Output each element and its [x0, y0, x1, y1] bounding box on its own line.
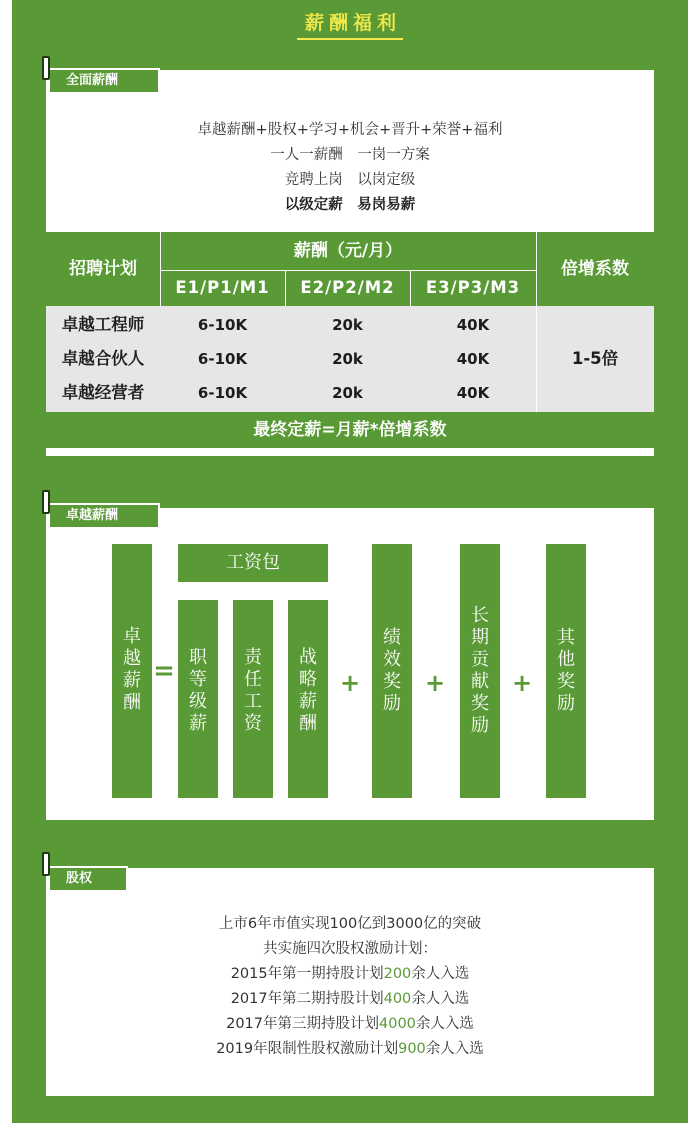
tab-bookmark-icon	[42, 852, 50, 876]
char: 薪	[189, 713, 207, 734]
plus-icon: +	[511, 669, 533, 697]
equals-sign: =	[153, 656, 175, 686]
char: 薪	[123, 670, 141, 691]
row-value: 40K	[456, 316, 490, 334]
row-value: 20k	[332, 350, 363, 368]
char: 越	[123, 648, 141, 669]
col-salary-header: 薪酬（元/月）	[293, 241, 403, 261]
table-footer-formula: 最终定薪=月薪*倍增系数	[46, 412, 654, 448]
level-header: E1/P1/M1	[175, 278, 270, 297]
col-plan-header: 招聘计划	[69, 259, 137, 279]
char: 期	[471, 627, 489, 648]
char: 酬	[299, 713, 317, 734]
tab-bookmark-icon	[42, 490, 50, 514]
extra-reward-bar	[460, 544, 500, 798]
compensation-card	[46, 70, 654, 456]
total-pay-bar	[112, 544, 152, 798]
char: 奖	[557, 671, 575, 692]
page-background	[12, 0, 688, 1123]
char: 贡	[471, 649, 489, 670]
row-value: 40K	[456, 350, 490, 368]
level-header: E3/P3/M3	[425, 278, 521, 297]
plan-count: 200	[383, 966, 412, 982]
char: 励	[383, 693, 401, 714]
row-name: 卓越合伙人	[61, 349, 145, 368]
row-value: 20k	[332, 384, 363, 402]
char: 绩	[383, 627, 401, 648]
level-header: E2/P2/M2	[300, 278, 395, 297]
char: 资	[244, 713, 262, 734]
char: 略	[299, 669, 317, 690]
summary-line: 以级定薪 易岗易薪	[284, 197, 416, 213]
row-value: 6-10K	[197, 384, 248, 402]
row-name: 卓越经营者	[61, 383, 145, 402]
extra-reward-label	[546, 627, 586, 715]
equity-card	[46, 868, 654, 1096]
char: 献	[471, 671, 489, 692]
char: 奖	[383, 671, 401, 692]
char: 其	[557, 627, 575, 648]
char: 长	[471, 605, 489, 626]
page-title-wrap	[12, 8, 688, 40]
char: 励	[557, 693, 575, 714]
divider	[410, 270, 411, 306]
char: 等	[189, 669, 207, 690]
row-value: 6-10K	[197, 350, 248, 368]
extra-reward-label	[372, 627, 412, 715]
char: 工	[244, 691, 262, 712]
char: 任	[244, 669, 262, 690]
extra-reward-bar	[546, 544, 586, 798]
divider	[536, 232, 537, 306]
package-item-bar	[288, 600, 328, 798]
divider	[160, 232, 161, 306]
row-name: 卓越工程师	[61, 315, 145, 334]
plan-count: 4000	[379, 1016, 416, 1032]
char: 他	[557, 649, 575, 670]
equity-plan-line: 2015年第一期持股计划200余人入选	[230, 966, 470, 982]
plan-count: 400	[383, 991, 412, 1007]
equity-text	[46, 912, 654, 1062]
plan-count: 900	[398, 1041, 426, 1057]
char: 级	[189, 691, 207, 712]
package-item-label	[288, 647, 328, 735]
char: 战	[299, 647, 317, 668]
char: 效	[383, 649, 401, 670]
extra-reward-bar	[372, 544, 412, 798]
equity-plan-line: 2017年第三期持股计划4000余人入选	[226, 1016, 474, 1032]
char: 酬	[123, 692, 141, 713]
char: 励	[471, 715, 489, 736]
col-multiplier-header: 倍增系数	[561, 259, 629, 279]
summary-line: 卓越薪酬+股权+学习+机会+晋升+荣誉+福利	[197, 122, 503, 138]
section-tab-excellence-pay: 卓越薪酬	[48, 503, 160, 529]
char: 责	[244, 647, 262, 668]
plus-icon: +	[339, 669, 361, 697]
plus-icon: +	[424, 669, 446, 697]
row-value: 40K	[456, 384, 490, 402]
summary-line: 竞聘上岗 以岗定级	[284, 172, 416, 188]
equity-line: 共实施四次股权激励计划：	[263, 941, 437, 957]
compensation-summary	[46, 118, 654, 218]
summary-line: 一人一薪酬 一岗一方案	[270, 147, 430, 163]
tab-bookmark-icon	[42, 56, 50, 80]
equity-plan-line: 2019年限制性股权激励计划900余人入选	[216, 1041, 484, 1057]
package-item-bar	[178, 600, 218, 798]
excellence-pay-card	[46, 508, 654, 820]
char: 奖	[471, 693, 489, 714]
section-tab-total-comp: 全面薪酬	[48, 68, 160, 94]
total-pay-label	[112, 626, 152, 714]
divider	[160, 270, 536, 271]
divider	[285, 270, 286, 306]
package-item-bar	[233, 600, 273, 798]
equity-plan-line: 2017年第二期持股计划400余人入选	[230, 991, 470, 1007]
package-item-label	[178, 647, 218, 735]
char: 卓	[123, 626, 141, 647]
page-title: 薪酬福利	[297, 8, 403, 40]
package-item-label	[233, 647, 273, 735]
multiplier-value: 1-5倍	[571, 349, 619, 368]
char: 薪	[299, 691, 317, 712]
salary-package-bar: 工资包	[178, 544, 328, 582]
row-value: 6-10K	[197, 316, 248, 334]
char: 职	[189, 647, 207, 668]
section-tab-equity: 股权	[48, 866, 128, 892]
equity-line: 上市6年市值实现100亿到3000亿的突破	[218, 916, 482, 932]
extra-reward-label	[460, 605, 500, 737]
row-value: 20k	[332, 316, 363, 334]
